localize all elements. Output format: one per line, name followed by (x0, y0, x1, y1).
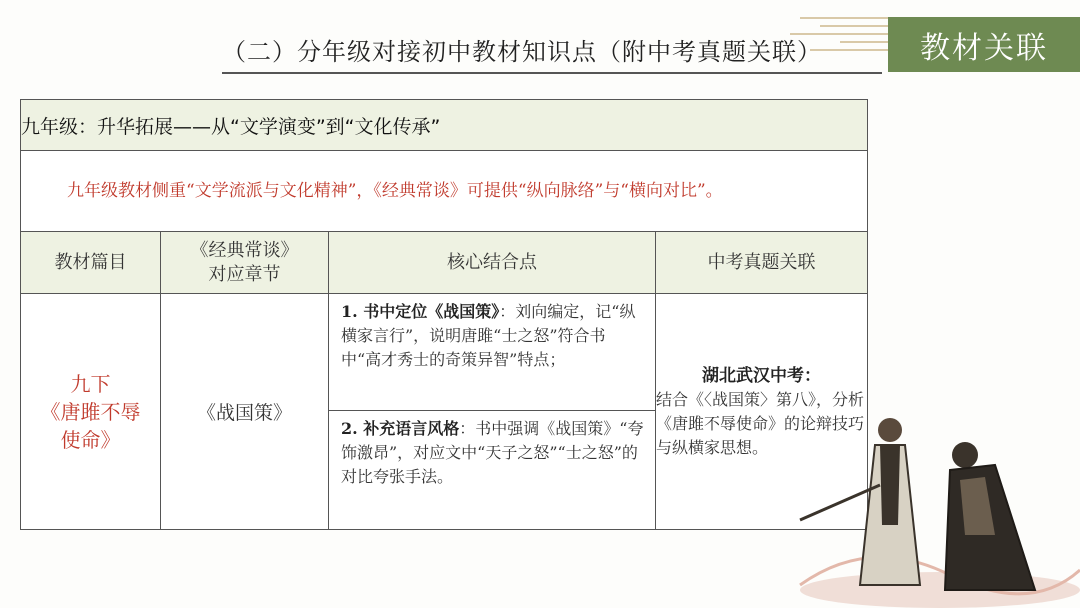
col-header-chapter-line2: 对应章节 (208, 263, 281, 285)
col-header-core: 核心结合点 (329, 232, 656, 294)
col-header-chapter (161, 232, 329, 294)
page-title: （二）分年级对接初中教材知识点（附中考真题关联） (222, 38, 822, 66)
col-header-exam: 中考真题关联 (656, 232, 868, 294)
exam-text: 结合《〈战国策〉第八》，分析《唐雎不辱使命》的论辩技巧与纵横家思想。 (656, 389, 865, 457)
grade-cell (21, 294, 161, 530)
grade-line3: 使命》 (60, 427, 121, 452)
core-point-2-text: ：书中强调《战国策》“夸饰激昂”，对应文中“天子之怒”“士之怒”的对比夸张手法。 (341, 419, 644, 486)
section-title: 九年级：升华拓展——从“文学演变”到“文化传承” (21, 100, 868, 151)
intro-text-content: 九年级教材侧重“文学流派与文化精神”，《经典常谈》可提供“纵向脉络”与“横向对比”。 (67, 180, 723, 201)
grade-line2: 《唐雎不辱 (40, 399, 141, 424)
column-header-row (21, 232, 868, 294)
core-point-2-lead: 2. 补充语言风格 (341, 419, 460, 438)
core-cell (329, 294, 656, 530)
table-row (21, 294, 868, 530)
section-title-row (21, 100, 868, 151)
chapter-cell: 《战国策》 (161, 294, 329, 530)
ancient-figures-illustration (780, 385, 1080, 608)
section-tag: 教材关联 (888, 17, 1080, 72)
core-point-1 (329, 294, 655, 411)
knowledge-table (20, 99, 868, 530)
core-point-1-text: ：刘向编定，记“纵横家言行”，说明唐雎“士之怒”符合书中“高才秀士的奇策异智”特点； (341, 302, 636, 369)
col-header-chapter-line1: 《经典常谈》 (190, 239, 299, 261)
col-header-textbook: 教材篇目 (21, 232, 161, 294)
grade-line1: 九下 (70, 371, 111, 396)
intro-row (21, 151, 868, 232)
intro-text (21, 151, 868, 232)
core-point-1-lead: 1. 书中定位《战国策》 (341, 302, 500, 321)
core-point-2 (329, 411, 655, 529)
exam-title: 湖北武汉中考： (702, 365, 821, 386)
title-underline (222, 72, 882, 74)
